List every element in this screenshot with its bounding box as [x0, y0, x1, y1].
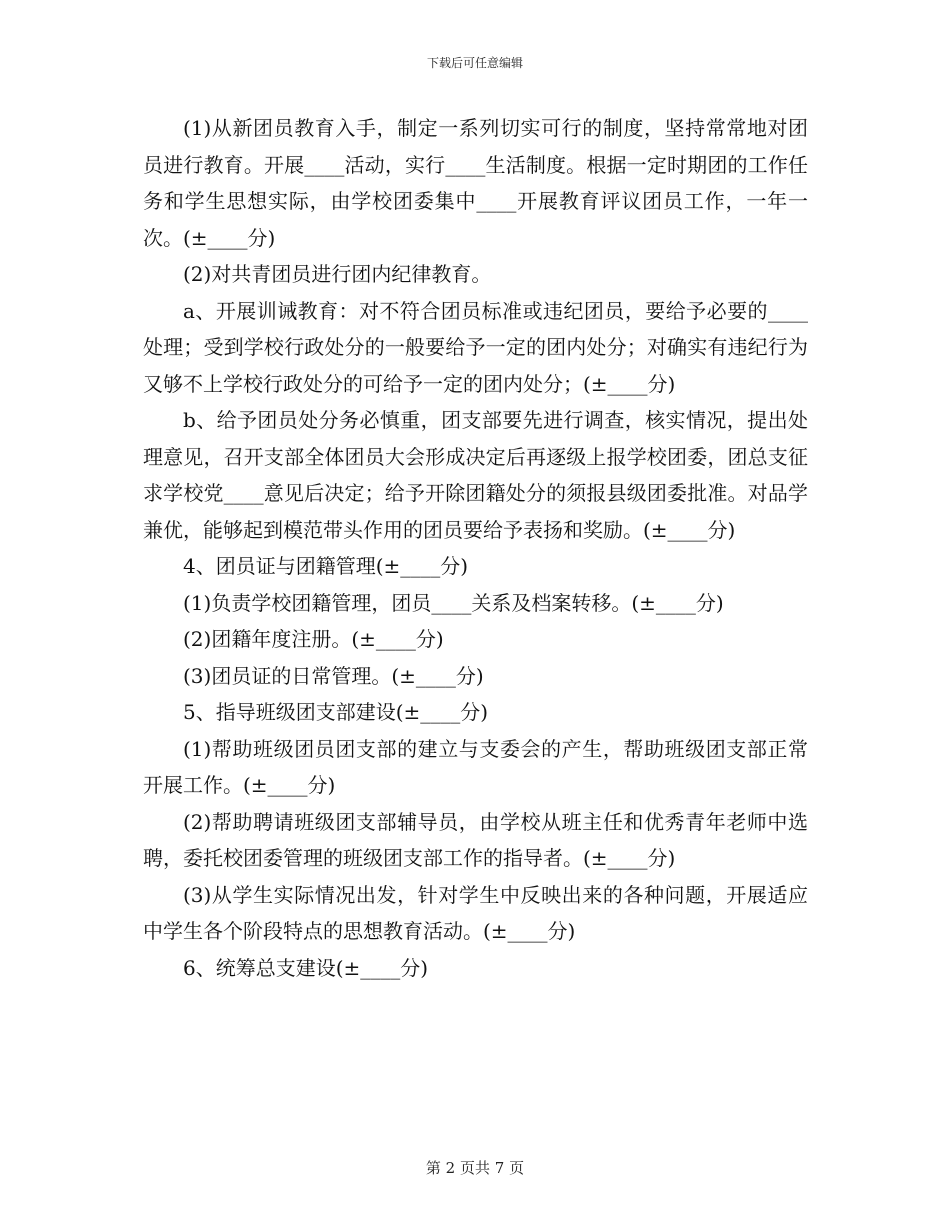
paragraph-6: (1)负责学校团籍管理，团员____关系及档案转移。(±____分) — [183, 590, 724, 615]
paragraph-7: (2)团籍年度注册。(±____分) — [183, 627, 444, 651]
paragraph-10: (1)帮助班级团员团支部的建立与支委会的产生，帮助班级团支部正常开展工作。(±____分) — [143, 736, 808, 797]
paragraph-1: (1)从新团员教育入手，制定一系列切实可行的制度，坚持常常地对团员进行教育。开展____活动，实行____生活制度。根据一定时期团的工作任务和学生思想实际，由学校团委集中____开展教育评议团员工作，一年一次。(±____分) — [143, 116, 808, 250]
paragraph-4: b、给予团员处分务必慎重，团支部要先进行调查，核实情况，提出处理意见，召开支部全体团员大会形成决定后再逐级上报学校团委，团总支征求学校党____意见后决定；给予开除团籍处分的须报县级团委批准。对品学兼优，能够起到模范带头作用的团员要给予表扬和奖励。(±____分) — [143, 408, 808, 542]
document-body — [143, 110, 808, 986]
paragraph-13: 6、统筹总支建设(±____分) — [183, 955, 429, 980]
paragraph-9: 5、指导班级团支部建设(±____分) — [183, 700, 489, 724]
paragraph-2: (2)对共青团员进行团内纪律教育。 — [183, 262, 492, 286]
paragraph-3: a、开展训诫教育：对不符合团员标准或违纪团员，要给予必要的____处理；受到学校行政处分的一般要给予一定的团内处分；对确实有违纪行为又够不上学校行政处分的可给予一定的团内处分；(±____分) — [143, 298, 808, 396]
page-footer: 第 2 页共 7 页 — [425, 1159, 525, 1177]
page-header: 下载后可任意编辑 — [426, 56, 523, 70]
paragraph-11: (2)帮助聘请班级团支部辅导员，由学校从班主任和优秀青年老师中选聘，委托校团委管理的班级团支部工作的指导者。(±____分) — [143, 809, 808, 870]
paragraph-12: (3)从学生实际情况出发，针对学生中反映出来的各种问题，开展适应中学生各个阶段特点的思想教育活动。(±____分) — [143, 882, 808, 943]
paragraph-5: 4、团员证与团籍管理(±____分) — [183, 554, 469, 578]
paragraph-8: (3)团员证的日常管理。(±____分) — [183, 663, 484, 688]
